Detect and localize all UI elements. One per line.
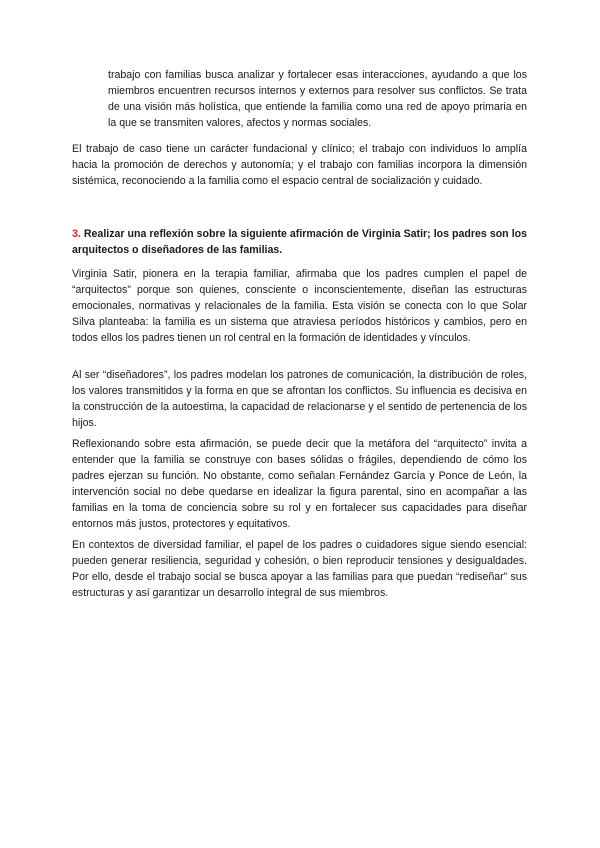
summary-paragraph: El trabajo de caso tiene un carácter fundacional y clínico; el trabajo con individuos lo amplía hacia la promoción de derechos y autonomía; y el trabajo con familias incorpora la dimensión sistémica, reconociendo a la familia como el espacio central de socialización y cuidado. [72,143,527,187]
question-number: 3. [72,228,81,240]
paragraph-designers: Al ser “diseñadores”, los padres modelan los patrones de comunicación, la distribución de roles, los valores transmitidos y la forma en que se afrontan los conflictos. Su influencia es decisiva en la construcción de la autoestima, la capacidad de relacionarse y el sentido de pertenencia de los hijos. [72,369,527,429]
paragraph-diversity: En contextos de diversidad familiar, el papel de los padres o cuidadores sigue siendo esencial: pueden generar resiliencia, seguridad y cohesión, o bien reproducir tensiones y desigualdades. Por ello, desde el trabajo social se busca apoyar a las familias para que puedan “rediseñar” sus estructuras y así garantizar un desarrollo integral de sus miembros. [72,539,527,599]
paragraph-satir: Virginia Satir, pionera en la terapia familiar, afirmaba que los padres cumplen el papel de “arquitectos” porque son quienes, consciente o inconscientemente, diseñan las estructuras emocionales, normativas y relacionales de la familia. Esta visión se conecta con lo que Solar Silva planteaba: la familia es un sistema que atraviesa períodos históricos y cambios, pero en todos ellos los padres tienen un rol central en la formación de identidades y vínculos. [72,268,527,344]
question-heading [72,227,527,259]
paragraph-reflection: Reflexionando sobre esta afirmación, se puede decir que la metáfora del “arquitecto” invita a entender que la familia se construye con bases sólidas o frágiles, dependiendo de cómo los padres ejerzan su función. No obstante, como señalan Fernández García y Ponce de León, la intervención social no debe quedarse en idealizar la figura parental, sino en acompañar a las familias en la toma de conciencia sobre su rol y en fortalecer sus capacidades para diseñar entornos más justos, protectores y equitativos. [72,438,527,530]
continued-paragraph: trabajo con familias busca analizar y fortalecer esas interacciones, ayudando a que los miembros encuentren recursos internos y externos para resolver sus conflictos. Se trata de una visión más holística, que entiende la familia como una red de apoyo primaria en la que se transmiten valores, afectos y normas sociales. [108,69,527,129]
question-text: Realizar una reflexión sobre la siguiente afirmación de Virginia Satir; los padres son los arquitectos o diseñadores de las familias. [72,228,527,256]
